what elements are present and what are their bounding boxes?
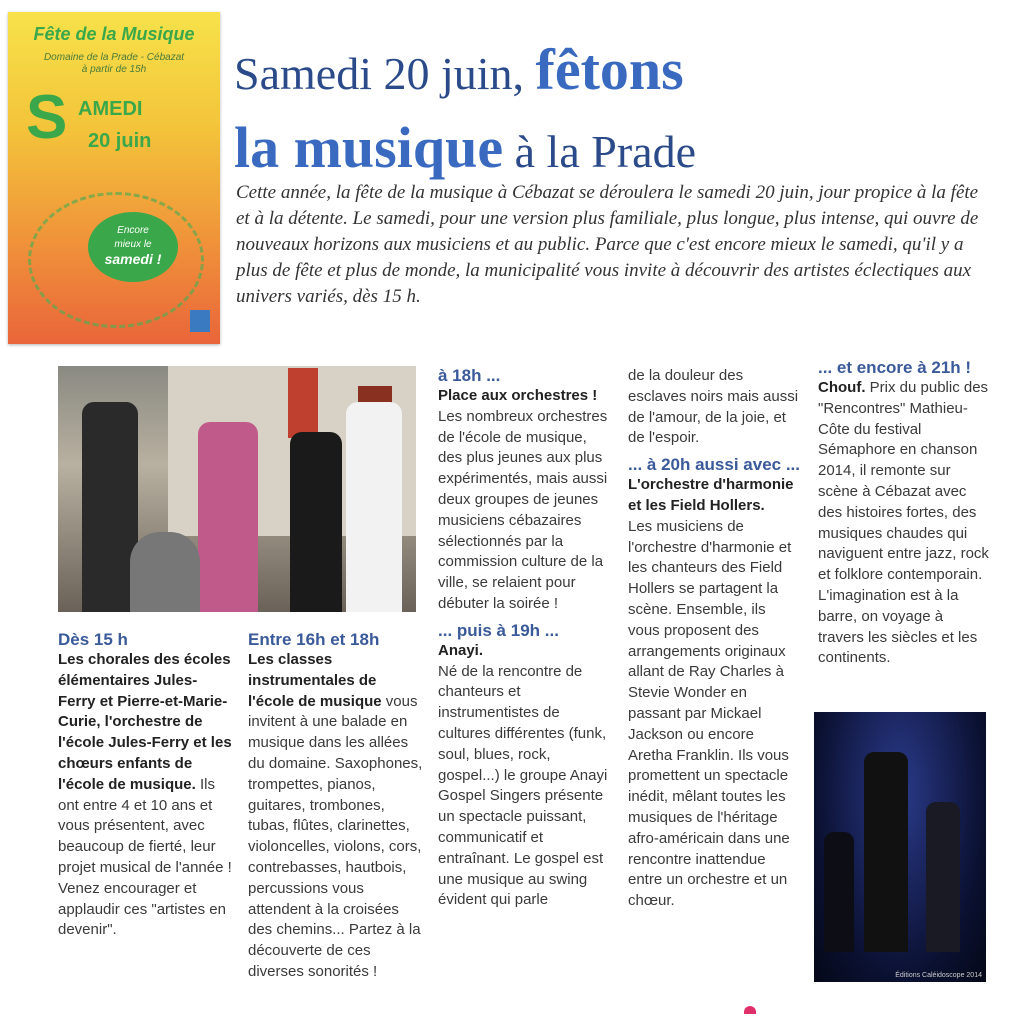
section-body: Ils ont entre 4 et 10 ans et vous présentent, avec beaucoup de fierté, leur projet musical de l'année ! Venez encourager et applaudir ces "artistes en devenir". [58,775,232,939]
section-18h-19h [438,366,608,911]
headline-part1: Samedi 20 juin, [234,48,536,99]
headline [234,36,1014,192]
section-lead: Anayi. [438,641,484,659]
page-marker [744,1006,756,1014]
section-heading: ... puis à 19h ... [438,620,559,640]
section-body: Les nombreux orchestres de l'école de musique, des plus jeunes aux plus expérimentés, mais aussi deux groupes de jeunes musiciens cébazaires sélectionnés par la commission culture de la ville, se relaient pour débuter la soirée ! [438,407,608,612]
section-heading: à 18h ... [438,366,501,385]
headline-part3: la musique [234,115,504,180]
section-lead: Place aux orchestres ! [438,387,598,404]
band-photo [58,366,416,612]
section-15h [58,630,233,941]
section-heading: ... et encore à 21h ! [818,358,972,377]
section-heading: Entre 16h et 18h [248,630,380,649]
poster-day: AMEDI [78,98,143,120]
concert-photo [814,712,986,982]
section-16h-18h [248,630,423,983]
section-body: Prix du public des "Rencontres" Mathieu-Côte du festival Sémaphore en chanson 2014, il remonte sur scène à Cébazat avec des histoires fortes, des musiques chaudes qui naviguent entre jazz, rock et folklore contemporain. L'imagination est à la barre, on voyage à travers les siècles et les continents. [818,379,989,667]
section-20h [628,366,800,912]
poster-big-letter: S [26,83,68,152]
section-lead: Les classes instrumentales de l'école de musique [248,651,382,710]
city-logo [190,310,210,332]
section-lead: Chouf. [818,379,866,396]
poster-subtitle: Domaine de la Prade - Cébazat à partir de 15h [43,52,185,75]
poster-date: 20 juin [88,130,152,152]
poster-badge: Encore mieux le samedi ! [88,212,178,282]
poster-title: Fête de la Musique [33,24,195,44]
section-body: vous invitent à une balade en musique dans les allées du domaine. Saxophones, trompettes, pianos, guitares, trombones, tubas, flûtes, clarinettes, violoncelles, violons, cors, contrebasses, hautbois, percussions vous attendent à la croisées des chemins... Partez à la découverte de ces diverses sonorités ! [248,692,423,980]
section-lead: Les chorales des écoles élémentaires Jules-Ferry et Pierre-et-Marie-Curie, l'orchestre de l'école Jules-Ferry et les chœurs enfants de l'école de musique. [58,651,232,793]
section-body: de la douleur des esclaves noirs mais aussi de l'amour, de la joie, et de l'espoir. [628,367,799,447]
section-body: Né de la rencontre de chanteurs et instrumentistes de cultures différentes (funk, soul, blues, rock, gospel...) le groupe Anayi Gospel Singers présente un spectacle puissant, communicatif et entraînant. Le gospel est une musique au swing évident qui parle [438,662,608,909]
headline-part4: à la Prade [503,126,696,177]
photo-credit: Éditions Caléidoscope 2014 [895,972,982,979]
section-heading: ... à 20h aussi avec ... [628,455,800,475]
event-poster [8,12,220,344]
section-body: Les musiciens de l'orchestre d'harmonie et les chanteurs des Field Hollers se partagent la scène. Ensemble, ils vous proposent des arrangements originaux allant de Ray Charles à Stevie Wonder en passant par Mickael Jackson ou encore Aretha Franklin. Ils vous promettent un spectacle inédit, mêlant toutes les musiques de l'héritage afro-américain dans une rencontre inattendue entre un orchestre et un chœur. [628,517,792,910]
section-lead: L'orchestre d'harmonie et les Field Hollers. [628,476,794,514]
headline-part2: fêtons [535,37,684,102]
intro-paragraph: Cette année, la fête de la musique à Cébazat se déroulera le samedi 20 juin, jour propice à la fête et à la détente. Le samedi, pour une version plus familiale, plus longue, plus intense, qui ouvre de nouveaux horizons aux musiciens et au public. Parce que c'est encore mieux le samedi, qu'il y a plus de fête et plus de monde, la municipalité vous invite à découvrir des artistes éclectiques aux univers variés, dès 15 h. [236,182,979,307]
section-heading: Dès 15 h [58,630,128,649]
section-21h [818,358,990,669]
